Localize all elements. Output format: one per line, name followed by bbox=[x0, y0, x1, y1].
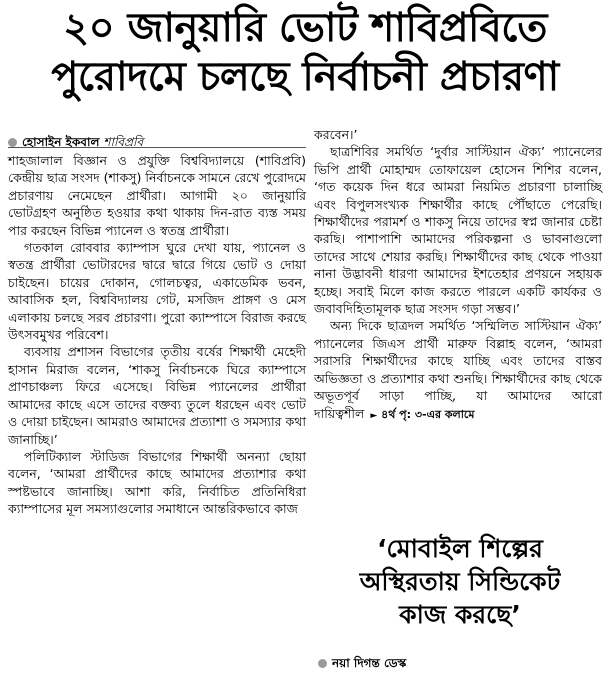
secondary-byline-text: নয়া দিগন্ত ডেস্ক bbox=[332, 656, 407, 670]
secondary-headline bbox=[318, 532, 602, 631]
byline-author: হোসাইন ইকবাল bbox=[22, 135, 100, 149]
arrow-right-icon: ► bbox=[370, 410, 378, 421]
secondary-byline bbox=[318, 655, 406, 675]
headline bbox=[8, 4, 602, 102]
byline-place: শাবিপ্রবি bbox=[103, 135, 144, 149]
article-column-right bbox=[314, 126, 602, 425]
paragraph: ছাত্রশিবির সমর্থিত ‘দুর্বার সাস্টিয়ান ঐক্য’ প্যানেলের ভিপি প্রার্থী মোহাম্মদ তোফায়েল হোসেন শিশির বলেন, ‘গত কয়েক দিন ধরে আমরা নিয়মিত প্রচারণা চালাচ্ছি এবং বিপুলসংখ্যক শিক্ষার্থীর কাছে পৌঁছাতে পেরেছি। শিক্ষার্থীদের পরামর্শ ও শাকসু নিয়ে তাদের স্বপ্ন জানার চেষ্টা করছি। পাশাপাশি আমাদের পরিকল্পনা ও ভাবনাগুলো তাদের সাথে শেয়ার করছি। শিক্ষার্থীদের কাছ থেকে পাওয়া নানা উদ্ভাবনী ধারণা আমাদের ইশতেহার প্রণয়নে সহায়ক হচ্ছে। সবাই মিলে কাজ করতে পারলে একটি কার্যকর ও জবাবদিহিতামূলক ছাত্র সংসদ গড়া সম্ভব।’ bbox=[314, 144, 602, 317]
article-column-left bbox=[8, 152, 306, 518]
paragraph: গতকাল রোববার ক্যাম্পাস ঘুরে দেখা যায়, প্যানেল ও স্বতন্ত্র প্রার্থীরা ভোটারদের দ্বারে দ্বারে গিয়ে ভোট ও দোয়া চাইছেন। চায়ের দোকান, গোলচত্বর, একাডেমিক ভবন, আবাসিক হল, বিশ্ববিদ্যালয় গেট, মসজিদ প্রাঙ্গণ ও মেস এলাকায় চলছে সরব প্রচারণা। পুরো ক্যাম্পাসে বিরাজ করছে উৎসবমুখর পরিবেশ। bbox=[8, 240, 306, 343]
secondary-headline-line-1: ‘মোবাইল শিল্পের bbox=[377, 534, 543, 563]
paragraph bbox=[314, 317, 602, 424]
secondary-headline-line-3: কাজ করছে’ bbox=[399, 600, 521, 629]
paragraph: করবেন।’ bbox=[314, 127, 358, 142]
paragraph: শাহজালাল বিজ্ঞান ও প্রযুক্তি বিশ্ববিদ্যালয়ে (শাবিপ্রবি) কেন্দ্রীয় ছাত্র সংসদ (শাকসু) নির্বাচনকে সামনে রেখে পুরোদমে প্রচারণায় নেমেছেন প্রার্থীরা। আগামী ২০ জানুয়ারি ভোটগ্রহণ অনুষ্ঠিত হওয়ার কথা থাকায় দিন-রাত ব্যস্ত সময় পার করছেন বিভিন্ন প্যানেল ও স্বতন্ত্র প্রার্থীরা। bbox=[8, 153, 306, 238]
byline bbox=[8, 134, 306, 154]
bullet-icon bbox=[8, 138, 17, 147]
headline-line-1: ২০ জানুয়ারি ভোট শাবিপ্রবিতে bbox=[63, 5, 547, 51]
paragraph: ব্যবসায় প্রশাসন বিভাগের তৃতীয় বর্ষের শিক্ষার্থী মেহেদী হাসান মিরাজ বলেন, ‘শাকসু নির্বাচনকে ঘিরে ক্যাম্পাসে প্রাণচাঞ্চল্য ফিরে এসেছে। বিভিন্ন প্যানেলের প্রার্থীরা আমাদের কাছে এসে তাদের বক্তব্য তুলে ধরছেন এবং ভোট ও দোয়া চাইছেন। আমরাও আমাদের প্রত্যাশা ও সমস্যার কথা জানাচ্ছি।’ bbox=[8, 344, 306, 447]
continuation-note bbox=[370, 408, 474, 421]
bullet-icon bbox=[318, 659, 327, 668]
secondary-headline-line-2: অস্থিরতায় সিন্ডিকেট bbox=[359, 567, 561, 596]
headline-line-2: পুরোদমে চলছে নির্বাচনী প্রচারণা bbox=[51, 54, 559, 100]
byline-divider bbox=[8, 147, 306, 148]
continuation-text: ৪র্থ পৃ: ৩-এর কলামে bbox=[381, 407, 475, 421]
paragraph: পলিটিক্যাল স্টাডিজ বিভাগের শিক্ষার্থী অনন্যা ছোয়া বলেন, ‘আমরা প্রার্থীদের কাছে আমাদের প্রত্যাশার কথা স্পষ্টভাবে জানাচ্ছি। আশা করি, নির্বাচিত প্রতিনিধিরা ক্যাম্পাসের মূল সমস্যাগুলোর সমাধানে আন্তরিকভাবে কাজ bbox=[8, 448, 306, 517]
paragraph-text: অন্য দিকে ছাত্রদল সমর্থিত ‘সম্মিলিত সাস্টিয়ান ঐক্য’ প্যানেলের জিএস প্রার্থী মারুফ বিল্লাহ বলেন, ‘আমরা সরাসরি শিক্ষার্থীদের কাছে যাচ্ছি এবং তাদের বাস্তব অভিজ্ঞতা ও প্রত্যাশার কথা শুনছি। শিক্ষার্থীদের কাছ থেকে অভূতপূর্ব সাড়া পাচ্ছি, যা আমাদের আরো দায়িত্বশীল bbox=[314, 318, 602, 421]
